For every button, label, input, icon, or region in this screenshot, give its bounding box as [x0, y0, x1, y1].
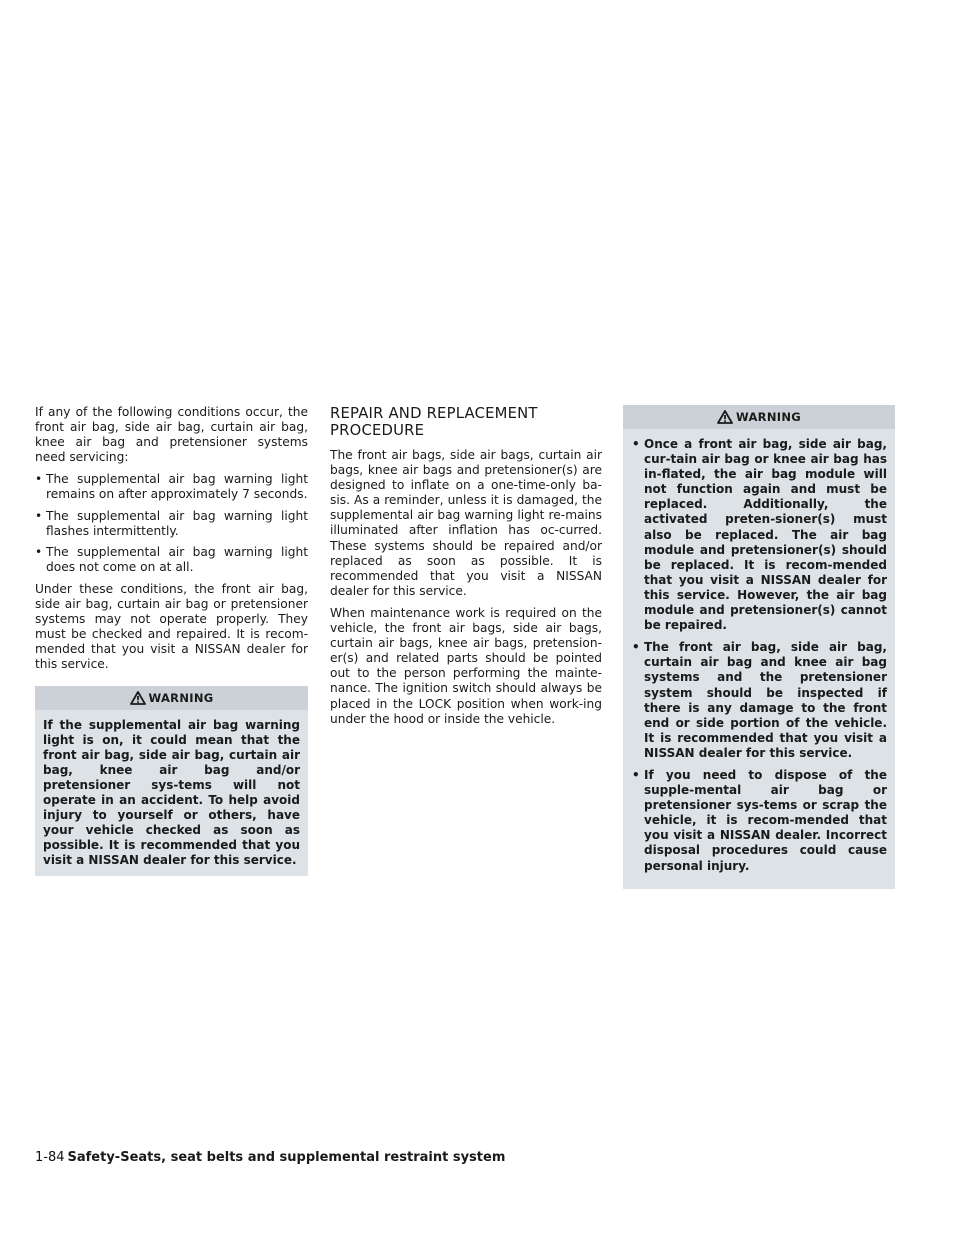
list-item: • The supplemental air bag warning light does not come on at all. — [35, 545, 308, 575]
warning-triangle-icon — [717, 410, 733, 424]
body-paragraph: When maintenance work is required on the vehicle, the front air bags, side air bags, curtain air bags, knee air bags, pretension-er(s) and related parts should be pointed out to the person performing the mainte-nance. The ignition switch should always be placed in the LOCK position when work-ing under the hood or inside the vehicle. — [330, 605, 602, 726]
list-item: • The front air bag, side air bag, curtain air bag and knee air bag systems and the pretensioner system should be inspected if there is any damage to the front end or side portion of the vehicle. It is recommended that you visit a NISSAN dealer for this service. — [631, 640, 887, 761]
warning-body — [623, 429, 895, 889]
list-item: • The supplemental air bag warning light flashes intermittently. — [35, 509, 308, 539]
section-heading: REPAIR AND REPLACEMENT PROCEDURE — [330, 405, 538, 439]
right-column — [623, 405, 895, 889]
left-column — [35, 405, 308, 876]
warning-box — [623, 405, 895, 889]
warning-text: If the supplemental air bag warning light is on, it could mean that the front air bag, side air bag, curtain air bag, knee air bag and/or pretensioner sys-tems will not operate in an accident. To help avoid injury to yourself or others, have your vehicle checked as soon as possible. It is recommended that you visit a NISSAN dealer for this service. — [43, 717, 300, 868]
list-item: • The supplemental air bag warning light remains on after approximately 7 seconds. — [35, 472, 308, 502]
warning-title: WARNING — [736, 410, 801, 424]
warning-box — [35, 686, 308, 877]
warning-header — [623, 405, 895, 429]
condition-list — [35, 472, 308, 575]
section-title: Safety-Seats, seat belts and supplemental restraint system — [67, 1150, 506, 1165]
body-paragraph: The front air bags, side air bags, curtain air bags, knee air bags and pretensioner(s) are designed to inflate on a one-time-only ba-sis. As a reminder, unless it is damaged, the supplemental air bag warning light re-mains illuminated after inflation has oc-curred. These systems should be repaired and/or replaced as soon as possible. It is recommended that you visit a NISSAN dealer for this service. — [330, 448, 602, 598]
warning-triangle-icon — [130, 691, 146, 705]
warning-header — [35, 686, 308, 710]
warning-list — [631, 437, 887, 874]
page-number: 1-84 — [35, 1150, 65, 1165]
page-footer — [35, 1146, 505, 1165]
middle-column — [330, 405, 602, 734]
conditions-paragraph: Under these conditions, the front air bag, side air bag, curtain air bag or pretensioner systems may not operate properly. They must be checked and repaired. It is recom-mended that you visit a NISSAN dealer for this service. — [35, 581, 308, 672]
warning-title: WARNING — [148, 690, 214, 705]
list-item: • Once a front air bag, side air bag, cur-tain air bag or knee air bag has in-flated, the air bag module will not function again and must be replaced. Additionally, the activated preten-sioner(s) must also be replaced. The air bag module and pretensioner(s) should be replaced. It is recom-mended that you visit a NISSAN dealer for this service. However, the air bag module and pretensioner(s) cannot be repaired. — [631, 437, 887, 633]
list-item: • If you need to dispose of the supple-mental air bag or pretensioner sys-tems or scrap the vehicle, it is recom-mended that you visit a NISSAN dealer. Incorrect disposal procedures could cause personal injury. — [631, 768, 887, 874]
intro-paragraph: If any of the following conditions occur, the front air bag, side air bag, curtain air bag, knee air bag and pretensioner systems need servicing: — [35, 405, 308, 465]
